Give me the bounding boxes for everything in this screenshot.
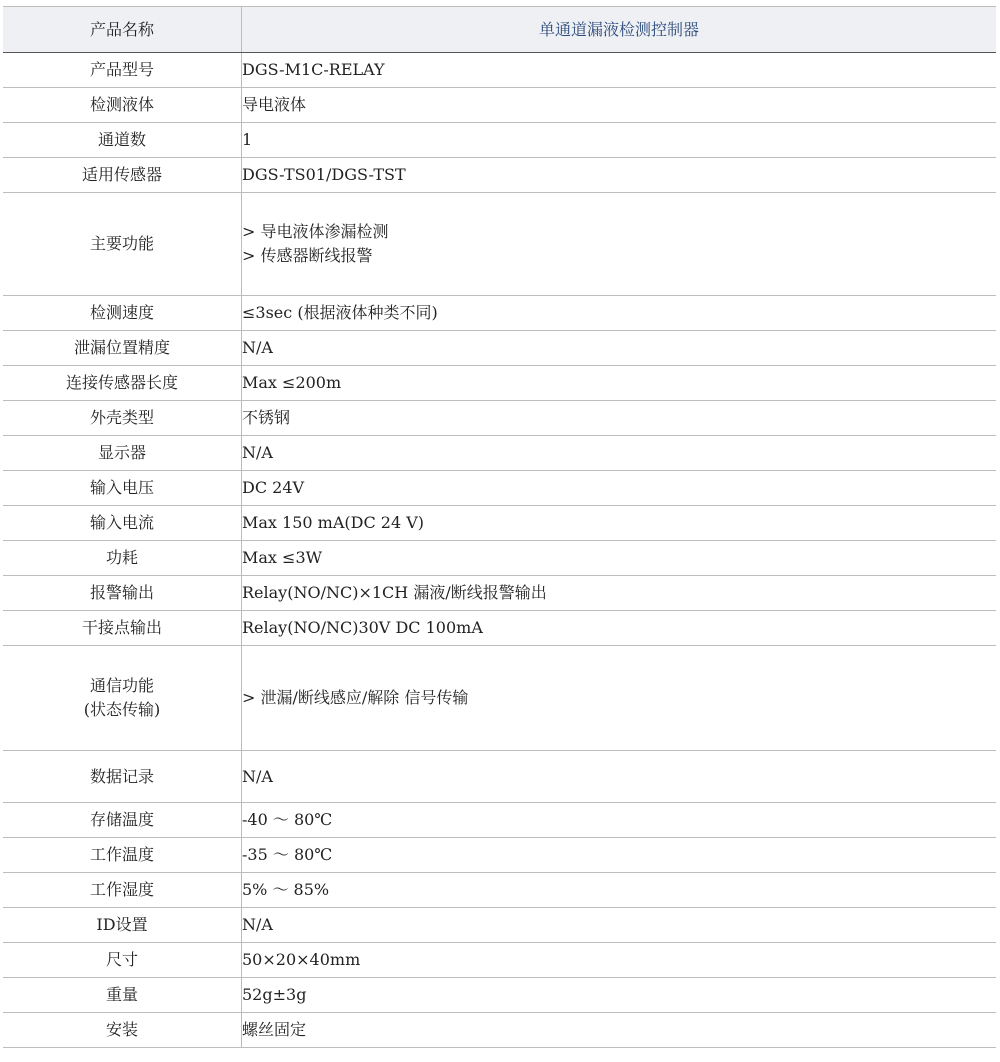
row-value-text: > 导电液体渗漏检测 bbox=[242, 222, 389, 241]
row-value bbox=[242, 158, 997, 193]
row-label bbox=[3, 436, 242, 471]
row-label bbox=[3, 751, 242, 803]
row-value bbox=[242, 296, 997, 331]
row-value-text: -35 ～ 80℃ bbox=[242, 845, 333, 864]
row-value-text: 不锈钢 bbox=[242, 408, 291, 427]
row-value bbox=[242, 541, 997, 576]
row-value bbox=[242, 366, 997, 401]
spec-table bbox=[3, 6, 996, 1048]
table-row bbox=[3, 401, 996, 436]
row-label-text: 安装 bbox=[105, 1020, 138, 1039]
row-label-text: 外壳类型 bbox=[89, 408, 154, 427]
row-label bbox=[3, 541, 242, 576]
row-value bbox=[242, 943, 997, 978]
row-value bbox=[242, 471, 997, 506]
table-header-row bbox=[3, 7, 996, 53]
table-row bbox=[3, 838, 996, 873]
table-row bbox=[3, 751, 996, 803]
row-value-text: N/A bbox=[242, 766, 273, 786]
row-label-text: 工作温度 bbox=[89, 845, 154, 864]
row-value bbox=[242, 646, 997, 751]
table-row bbox=[3, 296, 996, 331]
row-value bbox=[242, 751, 997, 803]
header-product-name: 单通道漏液检测控制器 bbox=[242, 7, 997, 53]
row-value-text: N/A bbox=[242, 443, 273, 462]
row-value bbox=[242, 331, 997, 366]
row-value bbox=[242, 436, 997, 471]
table-row bbox=[3, 541, 996, 576]
table-row bbox=[3, 611, 996, 646]
row-label bbox=[3, 576, 242, 611]
row-label bbox=[3, 506, 242, 541]
row-label bbox=[3, 193, 242, 296]
table-row bbox=[3, 158, 996, 193]
row-value-text: Max ≤3W bbox=[242, 548, 323, 567]
row-label-text: 通道数 bbox=[97, 130, 146, 149]
header-label: 产品名称 bbox=[3, 7, 242, 53]
row-label-text: 存储温度 bbox=[89, 810, 154, 829]
row-label-text: 尺寸 bbox=[105, 950, 138, 969]
row-label-text: 泄漏位置精度 bbox=[73, 338, 170, 357]
row-label bbox=[3, 123, 242, 158]
row-value-text: 导电液体 bbox=[242, 95, 307, 114]
table-row bbox=[3, 366, 996, 401]
table-row bbox=[3, 471, 996, 506]
row-label-text: 干接点输出 bbox=[81, 618, 162, 637]
row-value-text: 5% ～ 85% bbox=[242, 880, 330, 899]
row-label-text: 重量 bbox=[105, 985, 138, 1004]
row-value bbox=[242, 576, 997, 611]
row-value bbox=[242, 978, 997, 1013]
row-value-text: DGS-TS01/DGS-TST bbox=[242, 165, 406, 184]
row-label bbox=[3, 366, 242, 401]
table-row bbox=[3, 506, 996, 541]
row-value bbox=[242, 88, 997, 123]
table-row bbox=[3, 88, 996, 123]
row-label-text: 功耗 bbox=[105, 548, 138, 567]
row-value bbox=[242, 123, 997, 158]
table-row bbox=[3, 943, 996, 978]
row-value-text: Relay(NO/NC)30V DC 100mA bbox=[242, 618, 483, 637]
table-row bbox=[3, 436, 996, 471]
row-label-text: 数据记录 bbox=[89, 766, 154, 786]
row-label-text: 适用传感器 bbox=[81, 165, 162, 184]
table-row bbox=[3, 53, 996, 88]
row-value-text: DGS-M1C-RELAY bbox=[242, 60, 385, 79]
row-value-text: N/A bbox=[242, 915, 273, 934]
row-label bbox=[3, 158, 242, 193]
row-label-text: 通信功能 bbox=[89, 676, 154, 695]
table-row bbox=[3, 331, 996, 366]
row-value bbox=[242, 908, 997, 943]
row-value bbox=[242, 1013, 997, 1048]
row-label bbox=[3, 873, 242, 908]
row-value bbox=[242, 506, 997, 541]
table-row bbox=[3, 803, 996, 838]
row-value-text: 1 bbox=[242, 130, 253, 149]
row-value-text: Max 150 mA(DC 24 V) bbox=[242, 513, 425, 532]
row-label-text: 报警输出 bbox=[89, 583, 154, 602]
row-label-text: 工作湿度 bbox=[89, 880, 154, 899]
row-value-text: Max ≤200m bbox=[242, 373, 342, 392]
row-label bbox=[3, 401, 242, 436]
row-value bbox=[242, 803, 997, 838]
row-value-text: 螺丝固定 bbox=[242, 1020, 307, 1039]
row-label-text: 主要功能 bbox=[89, 234, 154, 253]
row-value-text: 52g±3g bbox=[242, 985, 307, 1004]
row-label bbox=[3, 803, 242, 838]
row-label bbox=[3, 1013, 242, 1048]
row-label-text: 产品型号 bbox=[89, 60, 154, 79]
row-value bbox=[242, 838, 997, 873]
table-row bbox=[3, 576, 996, 611]
row-label bbox=[3, 838, 242, 873]
row-label bbox=[3, 471, 242, 506]
row-value-text: Relay(NO/NC)×1CH 漏液/断线报警输出 bbox=[242, 583, 547, 602]
row-label bbox=[3, 943, 242, 978]
row-label bbox=[3, 978, 242, 1013]
row-label-text: (状态传输) bbox=[83, 700, 161, 719]
row-label bbox=[3, 88, 242, 123]
table-row bbox=[3, 873, 996, 908]
spec-table-body bbox=[3, 53, 996, 1048]
row-label-text: 连接传感器长度 bbox=[65, 373, 178, 392]
table-row bbox=[3, 978, 996, 1013]
table-row bbox=[3, 193, 996, 296]
row-label bbox=[3, 331, 242, 366]
row-value-text: DC 24V bbox=[242, 478, 305, 497]
row-value bbox=[242, 193, 997, 296]
row-value-text: N/A bbox=[242, 338, 273, 357]
row-value-text: -40 ～ 80℃ bbox=[242, 810, 333, 829]
row-value bbox=[242, 873, 997, 908]
row-value-text: > 传感器断线报警 bbox=[242, 246, 373, 265]
row-value bbox=[242, 401, 997, 436]
row-value bbox=[242, 53, 997, 88]
row-label bbox=[3, 611, 242, 646]
row-value bbox=[242, 611, 997, 646]
table-row bbox=[3, 908, 996, 943]
row-value-text: > 泄漏/断线感应/解除 信号传输 bbox=[242, 688, 469, 707]
row-label bbox=[3, 296, 242, 331]
row-value-text: 50×20×40mm bbox=[242, 950, 361, 969]
row-label-text: 输入电压 bbox=[89, 478, 154, 497]
row-label bbox=[3, 908, 242, 943]
table-row bbox=[3, 1013, 996, 1048]
table-row bbox=[3, 123, 996, 158]
row-value-text: ≤3sec (根据液体种类不同) bbox=[242, 303, 438, 322]
row-label-text: 显示器 bbox=[97, 443, 146, 462]
row-label bbox=[3, 53, 242, 88]
row-label bbox=[3, 646, 242, 751]
row-label-text: ID设置 bbox=[96, 915, 148, 934]
row-label-text: 检测速度 bbox=[89, 303, 154, 322]
row-label-text: 输入电流 bbox=[89, 513, 154, 532]
row-label-text: 检测液体 bbox=[89, 95, 154, 114]
table-row bbox=[3, 646, 996, 751]
